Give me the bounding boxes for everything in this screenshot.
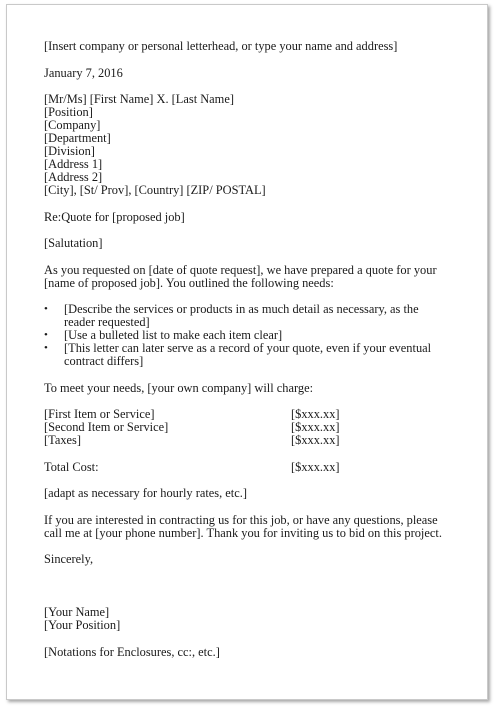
recipient-division: [Division] xyxy=(44,144,95,158)
date-block xyxy=(44,67,474,80)
letterhead: [Insert company or personal letterhead, or type your name and address] xyxy=(44,39,398,53)
total-row xyxy=(44,461,474,474)
price-row xyxy=(44,434,474,447)
intro-paragraph xyxy=(44,264,474,290)
charge-intro-block xyxy=(44,382,474,395)
intro-line: [name of proposed job]. You outlined the following needs: xyxy=(44,275,334,290)
price-item-amount: [$xxx.xx] xyxy=(291,407,340,421)
sender-block xyxy=(44,606,474,632)
signature-space xyxy=(44,566,474,606)
price-item-label: [Second Item or Service] xyxy=(44,420,169,434)
needs-list xyxy=(44,303,474,368)
total-block xyxy=(44,461,474,474)
adapt-note-block xyxy=(44,487,474,500)
list-item xyxy=(44,342,474,368)
letter-date: January 7, 2016 xyxy=(44,65,123,80)
closing-paragraph xyxy=(44,514,474,540)
letterhead-block xyxy=(44,40,474,53)
list-item-text: • [This letter can later serve as a record of your quote, even if your eventual xyxy=(64,341,432,355)
total-amount: [$xxx.xx] xyxy=(291,459,340,474)
list-item-text: • [Describe the services or products in as much detail as necessary, as the xyxy=(64,302,419,316)
recipient-position: [Position] xyxy=(44,105,93,119)
document-page xyxy=(6,4,488,700)
recipient-address-2: [Address 2] xyxy=(44,170,103,184)
price-item-label: [Taxes] xyxy=(44,433,81,447)
sender-name: [Your Name] xyxy=(44,605,110,619)
total-label: Total Cost: xyxy=(44,459,99,474)
price-item-amount: [$xxx.xx] xyxy=(291,420,340,434)
sender-position: [Your Position] xyxy=(44,618,121,632)
price-list xyxy=(44,408,474,447)
charge-intro: To meet your needs, [your own company] will charge: xyxy=(44,380,314,395)
salutation: [Salutation] xyxy=(44,236,103,250)
notations: [Notations for Enclosures, cc:, etc.] xyxy=(44,644,220,659)
price-item-amount: [$xxx.xx] xyxy=(291,433,340,447)
letter-body xyxy=(44,40,474,659)
list-item-text: • [Use a bulleted list to make each item clear] xyxy=(64,328,283,342)
recipient-name: [Mr/Ms] [First Name] X. [Last Name] xyxy=(44,92,234,106)
recipient-department: [Department] xyxy=(44,131,111,145)
list-item-text: contract differs] xyxy=(64,354,144,368)
notations-block xyxy=(44,646,474,659)
price-item-label: [First Item or Service] xyxy=(44,407,155,421)
signoff-block xyxy=(44,553,474,566)
salutation-block xyxy=(44,237,474,250)
recipient-city-line: [City], [St/ Prov], [Country] [ZIP/ POSTAL] xyxy=(44,183,266,197)
list-item xyxy=(44,303,474,329)
adapt-note: [adapt as necessary for hourly rates, etc.] xyxy=(44,486,247,500)
intro-line: As you requested on [date of quote request], we have prepared a quote for your xyxy=(44,262,437,277)
recipient-address xyxy=(44,93,474,197)
subject-block xyxy=(44,211,474,224)
subject-line: Re:Quote for [proposed job] xyxy=(44,209,185,224)
list-item-text: reader requested] xyxy=(64,315,150,329)
price-row xyxy=(44,421,474,434)
recipient-company: [Company] xyxy=(44,118,101,132)
closing-line: call me at [your phone number]. Thank you for inviting us to bid on this project. xyxy=(44,525,442,540)
recipient-address-1: [Address 1] xyxy=(44,157,103,171)
signoff: Sincerely, xyxy=(44,552,94,566)
closing-line: If you are interested in contracting us for this job, or have any questions, please xyxy=(44,512,438,527)
